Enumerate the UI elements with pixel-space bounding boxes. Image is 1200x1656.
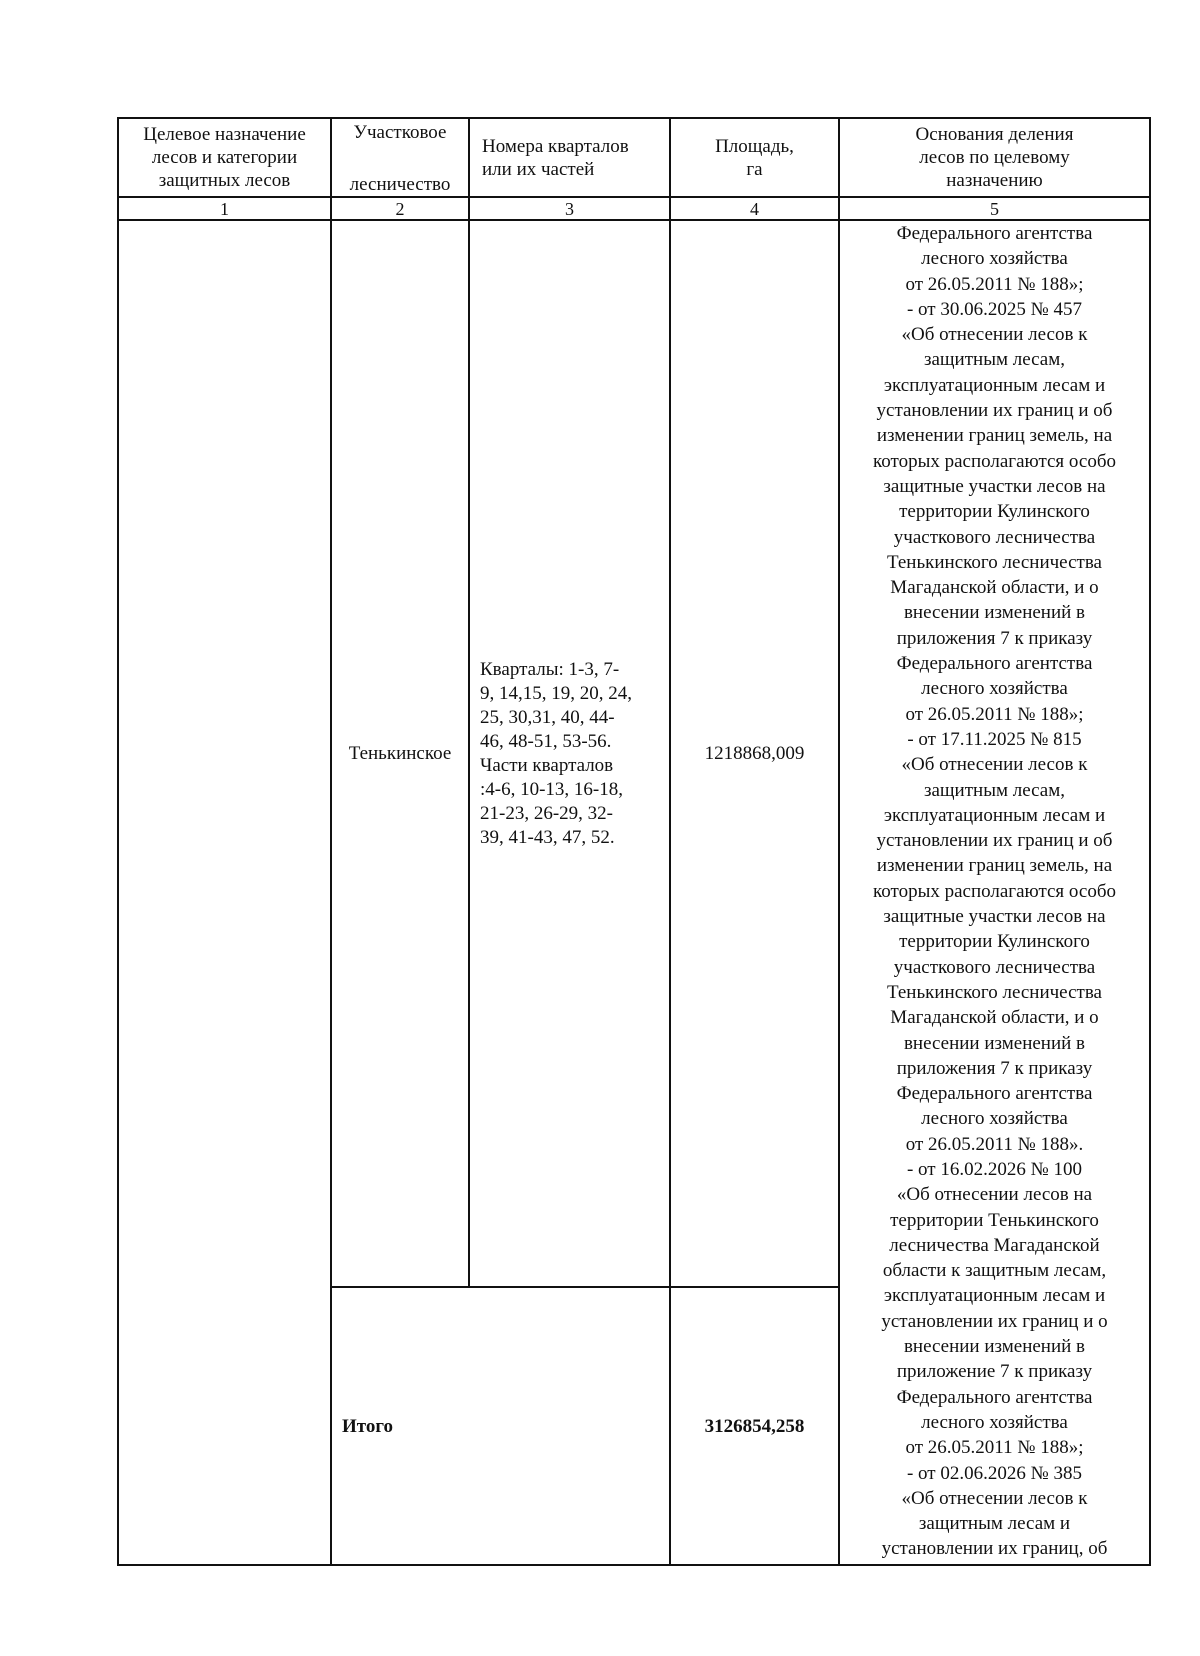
basis-line: лесного хозяйства (921, 248, 1068, 270)
basis-line: эксплуатационным лесам и (883, 1285, 1106, 1307)
basis-line: территории Тенькинского (890, 1209, 1099, 1231)
basis-line: установлении их границ и об (876, 400, 1113, 422)
basis-lines (873, 221, 1116, 1562)
basis-line: территории Кулинского (899, 501, 1090, 523)
basis-line: «Об отнесении лесов к (901, 1487, 1088, 1509)
header-forestry (332, 119, 468, 196)
basis-line: от 26.05.2011 № 188»; (905, 1437, 1084, 1459)
header-forestry-top: Участковое (353, 122, 447, 143)
basis-line: лесного хозяйства (921, 1108, 1068, 1130)
basis-line: - от 17.11.2025 № 815 (907, 728, 1082, 750)
basis-line: внесении изменений в (903, 1336, 1086, 1358)
forestry-name: Тенькинское (348, 743, 452, 764)
basis-line: изменении границ земель, на (876, 855, 1113, 877)
basis-line: Тенькинского лесничества (886, 551, 1102, 573)
basis-line: установлении их границ и об (876, 830, 1113, 852)
total-area: 3126854,258 (704, 1415, 805, 1437)
basis-line: приложение 7 к приказу (896, 1361, 1093, 1383)
basis-line: эксплуатационным лесам и (883, 374, 1106, 396)
header-area: Площадь, га (715, 135, 794, 180)
basis-line: лесного хозяйства (921, 1411, 1068, 1433)
header-quarters: Номера кварталов или их частей (482, 135, 629, 180)
basis-line: - от 16.02.2026 № 100 (906, 1158, 1082, 1180)
basis-line: - от 02.06.2026 № 385 (906, 1462, 1082, 1484)
basis-line: участкового лесничества (893, 526, 1096, 548)
basis-line: лесничества Магаданской (889, 1234, 1100, 1256)
total-label: Итого (342, 1415, 394, 1437)
basis-line: которых располагаются особо (873, 450, 1116, 472)
table-right-border (1149, 117, 1151, 1566)
basis-line: Федерального агентства (896, 653, 1093, 675)
basis-line: Федерального агентства (896, 1386, 1093, 1408)
basis-line: «Об отнесении лесов к (901, 324, 1088, 346)
basis-line: приложения 7 к приказу (896, 627, 1093, 649)
column-number-4: 4 (750, 198, 759, 219)
header-target-purpose: Целевое назначение лесов и категории защитных лесов (143, 124, 306, 191)
quarters-list: Кварталы: 1-3, 7- 9, 14,15, 19, 20, 24, 25, 30,31, 40, 44- 46, 48-51, 53-56. Части кварталов :4-6, 10-13, 16-18, 21-23, 26-29, 32- 39, 41-43, 47, 52. (480, 658, 632, 848)
basis-line: эксплуатационным лесам и (883, 804, 1106, 826)
column-number-5: 5 (990, 198, 999, 219)
basis-line: внесении изменений в (903, 602, 1086, 624)
basis-line: приложения 7 к приказу (896, 1057, 1093, 1079)
basis-line: защитным лесам, (923, 349, 1065, 371)
column-number-3: 3 (565, 198, 574, 219)
basis-line: участкового лесничества (893, 956, 1096, 978)
table-bottom-border (117, 1564, 1151, 1566)
basis-line: защитные участки лесов на (883, 475, 1106, 497)
basis-line: изменении границ земель, на (876, 425, 1113, 447)
basis-line: Магаданской области, и о (890, 577, 1099, 599)
basis-line: Тенькинского лесничества (886, 981, 1102, 1003)
basis-line: которых располагаются особо (873, 880, 1116, 902)
column-number-1: 1 (220, 198, 229, 219)
basis-line: области к защитным лесам, (882, 1260, 1107, 1282)
basis-line: установлении их границ, об (881, 1538, 1108, 1560)
header-basis: Основания деления лесов по целевому назначению (915, 124, 1074, 191)
basis-line: от 26.05.2011 № 188»; (905, 273, 1084, 295)
basis-line: внесении изменений в (903, 1032, 1086, 1054)
basis-line: защитные участки лесов на (883, 906, 1106, 928)
basis-line: установлении их границ и о (881, 1310, 1108, 1332)
basis-line: Федерального агентства (896, 1083, 1093, 1105)
table-left-border (117, 117, 119, 1566)
basis-line: защитным лесам, (923, 779, 1065, 801)
column-number-2: 2 (395, 198, 405, 219)
basis-line: от 26.05.2011 № 188»; (905, 703, 1084, 725)
header-forestry-bottom: лесничество (349, 174, 451, 195)
basis-line: Магаданской области, и о (890, 1007, 1099, 1029)
basis-line: защитным лесам и (918, 1513, 1071, 1535)
basis-line: Федерального агентства (896, 223, 1093, 244)
basis-line: - от 30.06.2025 № 457 (906, 298, 1082, 320)
basis-line: «Об отнесении лесов на (896, 1184, 1093, 1206)
basis-line: «Об отнесении лесов к (901, 754, 1088, 776)
basis-line: от 26.05.2011 № 188». (905, 1133, 1084, 1155)
area-value: 1218868,009 (704, 743, 805, 764)
basis-line: территории Кулинского (899, 931, 1090, 953)
basis-line: лесного хозяйства (921, 678, 1068, 700)
basis-text (840, 221, 1149, 1564)
